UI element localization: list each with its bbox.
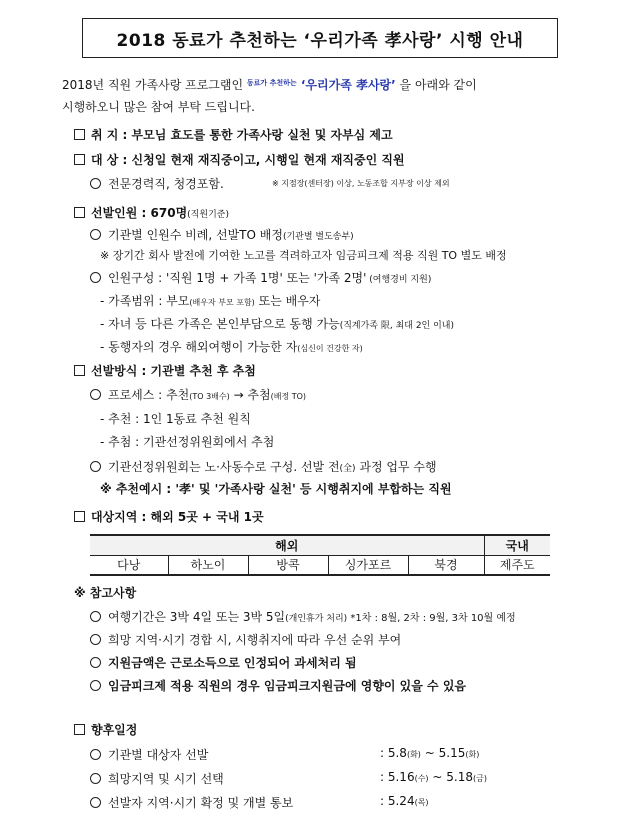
circle-bullet-icon [90,229,101,240]
schedule-date [380,746,479,760]
region-table-header [90,535,550,555]
circle-bullet-icon [90,461,101,472]
schedule-date-start: : 5.16 [380,770,415,784]
intro-line-2: 시행하오니 많은 참여 부탁 드립니다. [62,100,255,114]
schedule-item [90,746,208,763]
schedule-date [380,770,487,784]
method-process [90,386,306,403]
method-section [74,362,256,379]
notes-item-3 [90,654,357,671]
circle-bullet-icon [90,178,101,189]
target-text: 대 상 : 신청일 현재 재직중이고, 시행일 현재 재직중인 직원 [91,153,405,167]
square-bullet-icon [74,511,85,522]
method-header: 선발방식 : 기관별 추천 후 추첨 [91,364,256,378]
selection-peak-note: ※ 장기간 회사 발전에 기여한 노고를 격려하고자 임금피크제 적용 직원 TO 별도 배정 [100,249,507,262]
target-section [74,151,405,168]
committee-text: 기관선정위원회는 노·사동수로 구성. 선발 전 [108,460,340,474]
selection-item-1 [90,226,354,243]
companion-health-note: (심신이 건강한 자) [297,344,363,353]
overseas-header: 해외 [90,535,484,555]
notes-item-1-detail: *1차 : 8월, 2차 : 9월, 3차 10월 예정 [347,613,516,624]
companion-rule [100,315,454,332]
circle-bullet-icon [90,634,101,645]
notes-header: ※ 참고사항 [74,586,137,600]
notes-item-4 [90,677,466,694]
process-text: 프로세스 : 추천 [108,388,190,402]
schedule-date-end: ~ 5.15 [420,746,466,760]
schedule-task: 기관별 대상자 선발 [108,748,209,762]
intro-text-post: 을 아래와 같이 [395,78,477,92]
selection-item-2-text: 인원구성 : '직원 1명 + 가족 1명' 또는 '가족 2명' [108,271,367,285]
city-cell: 방콕 [248,555,328,575]
companion-health [100,338,363,355]
committee-text-post: 과정 업무 수행 [355,460,437,474]
selection-section [74,204,229,221]
schedule-date-start: : 5.8 [380,746,407,760]
selection-item-1-text: 기관별 인원수 비례, 선발TO 배정 [108,228,283,242]
city-cell: 싱가포르 [328,555,408,575]
notes-item-1-text: 여행기간은 3박 4일 또는 3박 5일 [108,610,286,624]
circle-bullet-icon [90,680,101,691]
method-lottery: - 추첨 : 기관선정위원회에서 추첨 [100,435,275,449]
intro-small-label: 동료가 추천하는 [246,79,297,87]
schedule-date [380,794,429,808]
circle-bullet-icon [90,749,101,760]
selection-item-2-note: (여행경비 지원) [366,275,432,285]
method-recommend: - 추천 : 1인 1동료 추천 원칙 [100,412,251,426]
purpose-text: 취 지 : 부모님 효도를 통한 가족사랑 실천 및 자부심 제고 [91,128,393,142]
family-range [100,292,320,309]
circle-bullet-icon [90,272,101,283]
intro-paragraph [62,72,602,118]
region-table-row [90,555,550,575]
square-bullet-icon [74,129,85,140]
companion-health-text: - 동행자의 경우 해외여행이 가능한 자 [100,340,298,354]
family-range-text: - 가족범위 : 부모 [100,294,190,308]
city-cell: 하노이 [168,555,248,575]
schedule-day-start: (화) [406,750,421,759]
family-range-note: (배우자 부모 포함) [189,298,255,307]
schedule-date-start: : 5.24 [380,794,415,808]
notes-item-1 [90,608,516,625]
region-section [74,508,264,525]
schedule-day-start: (목) [414,798,429,807]
method-committee [90,458,437,475]
intro-text: 2018년 직원 가족사랑 프로그램인 [62,78,247,92]
schedule-date-end: ~ 5.18 [428,770,473,784]
domestic-header: 국내 [484,535,550,555]
city-cell: 제주도 [484,555,550,575]
process-note-2: (배정 TO) [270,392,307,401]
schedule-task: 선발자 지역·시기 확정 및 개별 통보 [108,796,294,810]
square-bullet-icon [74,154,85,165]
schedule-item [90,770,224,787]
schedule-day-end: (금) [472,774,487,783]
city-cell: 북경 [408,555,484,575]
target-item [90,175,224,192]
companion-rule-note: (직계가족 限, 최대 2인 이내) [339,321,455,331]
process-arrow: → 추첨 [229,388,271,402]
schedule-section [74,721,137,738]
selection-header-note: (직원기준) [187,210,229,220]
schedule-header: 향후일정 [91,723,138,737]
method-example: ※ 추천예시 : '孝' 및 '가족사랑 실천' 등 시행취지에 부합하는 직원 [100,482,452,496]
target-exclusion-note: ※ 지점장(센터장) 이상, 노동조합 지부장 이상 제외 [272,179,450,188]
square-bullet-icon [74,365,85,376]
purpose-section [74,126,393,143]
process-note-1: (TO 3배수) [189,392,230,401]
circle-bullet-icon [90,773,101,784]
notes-item-2-text: 희망 지역·시기 경합 시, 시행취지에 따라 우선 순위 부여 [108,633,402,647]
square-bullet-icon [74,207,85,218]
circle-bullet-icon [90,797,101,808]
program-name: ‘우리가족 孝사랑’ [296,78,396,92]
circle-bullet-icon [90,657,101,668]
intro-line-1 [62,72,602,96]
family-range-post: 또는 배우자 [254,294,321,308]
notes-item-4-text: 임금피크제 적용 직원의 경우 임금피크지원금에 영향이 있을 수 있음 [108,679,467,693]
selection-item-2 [90,269,431,286]
square-bullet-icon [74,724,85,735]
companion-rule-text: - 자녀 등 다른 가족은 본인부담으로 동행 가능 [100,317,340,331]
notes-item-3-text: 지원금액은 근로소득으로 인정되어 과세처리 됨 [108,656,357,670]
schedule-day-end: (화) [465,750,480,759]
city-cell: 다낭 [90,555,168,575]
region-table [90,534,550,576]
selection-header: 선발인원 : 670명 [91,206,188,220]
notes-item-1-note: (개인휴가 처리) [285,614,348,624]
schedule-day-start: (수) [414,774,429,783]
committee-note: (全) [339,464,356,474]
circle-bullet-icon [90,389,101,400]
circle-bullet-icon [90,611,101,622]
schedule-task: 희망지역 및 시기 선택 [108,772,224,786]
notes-item-2 [90,631,401,648]
region-header: 대상지역 : 해외 5곳 + 국내 1곳 [91,510,264,524]
schedule-item [90,794,293,811]
document-title: 2018 동료가 추천하는 ‘우리가족 孝사랑’ 시행 안내 [82,18,558,58]
selection-item-1-note: (기관별 별도송부) [282,232,354,242]
target-item-text: 전문경력직, 청경포함. [108,177,224,191]
